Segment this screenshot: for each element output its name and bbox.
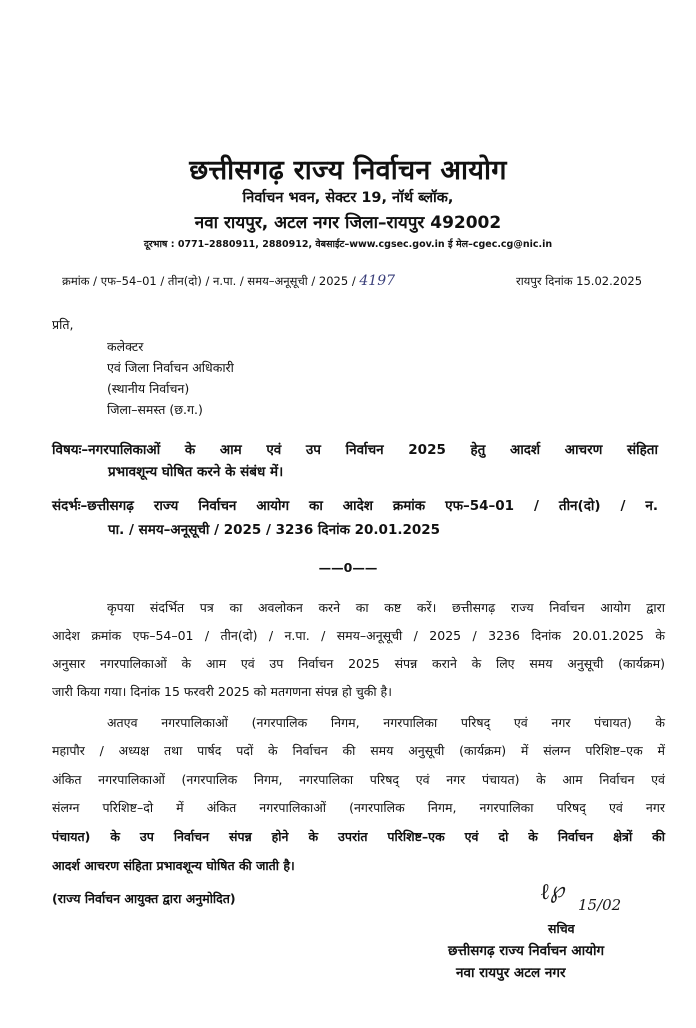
paragraph-line: संलग्न परिशिष्ट–दो में अंकित नगरपालिकाओं (नगरपालिक निगम, नगरपालिका परिषद् एवं नगर [52,800,665,815]
organization-title: छत्तीसगढ़ राज्य निर्वाचन आयोग [189,155,507,186]
paragraph-line: जारी किया गया। दिनांक 15 फरवरी 2025 को मतगणना संपन्न हो चुकी है। [52,684,392,699]
signature-mark: ℓ℘ [538,877,567,906]
paragraph-line: आदर्श आचरण संहिता प्रभावशून्य घोषित की जाती है। [52,858,295,873]
paragraph-line: अंकित नगरपालिकाओं (नगरपालिक निगम, नगरपालिका परिषद् एवं नगर पंचायत) के आम निर्वाचन एवं [52,772,665,787]
address-line-2: नवा रायपुर, अटल नगर जिला–रायपुर 492002 [194,213,502,233]
reference-handwritten-number: 4197 [359,273,396,289]
divider: ——0—— [318,560,378,575]
recipient-line: (स्थानीय निर्वाचन) [107,381,190,396]
subject-line-1: विषयः–नगरपालिकाओं के आम एवं उप निर्वाचन 2025 हेतु आदर्श आचरण संहिता [52,442,658,458]
signatory-organization: छत्तीसगढ़ राज्य निर्वाचन आयोग [448,943,605,959]
paragraph-line: अनुसार नगरपालिकाओं के आम एवं उप निर्वाचन 2025 संपन्न कराने के लिए समय अनुसूची (कार्यक्रम) [52,656,665,671]
recipient-line: कलेक्टर [107,339,144,354]
signature-date: 15/02 [578,896,622,914]
letter-date: रायपुर दिनांक 15.02.2025 [516,274,643,288]
address-line-1: निर्वाचन भवन, सेक्टर 19, नॉर्थ ब्लॉक, [242,190,454,206]
recipient-line: जिला–समस्त (छ.ग.) [107,402,203,417]
paragraph-line: अतएव नगरपालिकाओं (नगरपालिक निगम, नगरपालिका परिषद् एवं नगर पंचायत) के [107,715,665,730]
recipient-line: एवं जिला निर्वाचन अधिकारी [107,360,234,375]
recipient-to: प्रति, [52,317,74,332]
paragraph-line: पंचायत) के उप निर्वाचन संपन्न होने के उपरांत परिशिष्ट–एक एवं दो के निर्वाचन क्षेत्रों की [52,829,665,844]
contact-line: दूरभाष : 0771–2880911, 2880912, वेबसाईट–www.cgsec.gov.in ई मेल–cgec.cg@nic.in [143,239,553,250]
context-line-2: पा. / समय–अनूसूची / 2025 / 3236 दिनांक 20.01.2025 [108,522,441,538]
signatory-title: सचिव [548,921,575,936]
paragraph-line: आदेश क्रमांक एफ–54–01 / तीन(दो) / न.पा. / समय–अनूसूची / 2025 / 3236 दिनांक 20.01.2025 के [52,628,665,643]
subject-line-2: प्रभावशून्य घोषित करने के संबंध में। [108,464,284,480]
reference-prefix: क्रमांक / एफ–54–01 / तीन(दो) / न.पा. / समय–अनूसूची / 2025 / [62,274,356,288]
paragraph-line: महापौर / अध्यक्ष तथा पार्षद पदों के निर्वाचन की समय अनुसूची (कार्यक्रम) में संलग्न परिशिष्ट–एक में [52,743,665,758]
paragraph-line: कृपया संदर्भित पत्र का अवलोकन करने का कष्ट करें। छत्तीसगढ़ राज्य निर्वाचन आयोग द्वारा [107,600,665,615]
context-line-1: संदर्भः–छत्तीसगढ़ राज्य निर्वाचन आयोग का आदेश क्रमांक एफ–54–01 / तीन(दो) / न. [52,498,658,514]
reference-number [62,273,395,289]
signatory-place: नवा रायपुर अटल नगर [456,965,566,981]
approval-note: (राज्य निर्वाचन आयुक्त द्वारा अनुमोदित) [52,891,236,906]
